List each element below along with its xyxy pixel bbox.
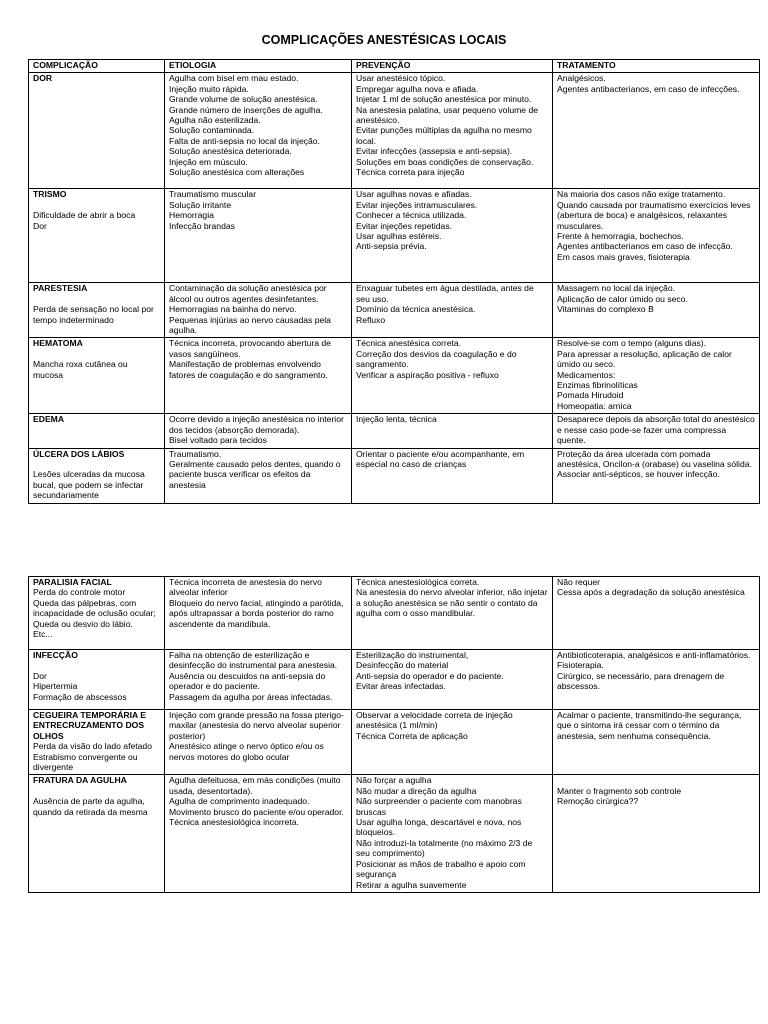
prevencao-line: Técnica correta para injeção — [356, 167, 465, 178]
complication-description — [33, 660, 160, 670]
complication-description: Queda das pálpebras, com incapacidade de oclusão ocular; — [33, 597, 156, 619]
cell-complicacao — [29, 577, 165, 650]
cell-complicacao — [29, 448, 165, 503]
tratamento-line: Frente à hemorragia, bochechos. — [557, 231, 684, 242]
tratamento-line: Em casos mais graves, fisioterapia — [557, 251, 690, 262]
cell-complicacao — [29, 650, 165, 710]
cell-tratamento — [553, 577, 760, 650]
cell-complicacao — [29, 189, 165, 283]
complication-description: Dor — [33, 670, 47, 681]
tratamento-line: Analgésicos. — [557, 73, 606, 84]
tratamento-line: Desaparece depois da absorção total do anestésico e nesse caso pode-se fazer uma compressa quente. — [557, 414, 755, 446]
cell-prevencao — [352, 414, 553, 448]
complication-description — [33, 786, 160, 796]
cell-complicacao — [29, 73, 165, 189]
cell-etiologia — [165, 448, 352, 503]
tratamento-line: Cessa após a degradação da solução anestésica — [557, 587, 745, 598]
etiologia-line: Movimento brusco do paciente e/ou operador. — [169, 806, 344, 817]
prevencao-line: Usar anestésico tópico. — [356, 73, 446, 84]
etiologia-line: Contaminação da solução anestésica por álcool ou outros agentes desinfetantes. — [169, 283, 327, 304]
complication-description: Queda ou desvio do lábio. — [33, 618, 133, 629]
etiologia-line: Hemorragias na bainha do nervo. — [169, 304, 297, 315]
etiologia-line: Hemorragia — [169, 210, 214, 221]
header-tratamento: TRATAMENTO — [553, 60, 760, 73]
prevencao-line: Não forçar a agulha — [356, 775, 432, 786]
complication-name: EDEMA — [33, 414, 65, 425]
cell-tratamento — [553, 338, 760, 414]
cell-tratamento — [553, 283, 760, 338]
prevencao-line: Evitar injeções intramusculares. — [356, 199, 478, 210]
cell-complicacao — [29, 414, 165, 448]
etiologia-line: Agulha com bisel em mau estado. — [169, 73, 299, 84]
prevencao-line: Usar agulhas estéreis. — [356, 231, 442, 242]
tratamento-line: Acalmar o paciente, transmitindo-lhe segurança, que o sintoma irá cessar com o término da anestesia, sem nenhuma consequência. — [557, 710, 742, 741]
prevencao-line: Injetar 1 ml de solução anestésica por minuto. — [356, 94, 532, 105]
cell-complicacao — [29, 775, 165, 892]
prevencao-line: Correção dos desvios da coagulação e do sangramento. — [356, 348, 517, 370]
prevencao-line: Não introduzi-la totalmente (no máximo 2/3 de seu comprimento) — [356, 837, 533, 859]
cell-prevencao — [352, 338, 553, 414]
table-row — [29, 414, 760, 448]
cell-tratamento — [553, 448, 760, 503]
tratamento-line: Agentes antibacterianos, em caso de infecções. — [557, 83, 740, 94]
prevencao-line: Orientar o paciente e/ou acompanhante, em especial no caso de crianças — [356, 448, 525, 469]
etiologia-line: Solução contaminada. — [169, 125, 255, 136]
complication-name: ÚLCERA DOS LÁBIOS — [33, 448, 125, 459]
tratamento-line: Massagem no local da injeção. — [557, 283, 675, 294]
tratamento-line: Cirúrgico, se necessário, para drenagem de abscessos. — [557, 670, 725, 692]
table-header-row — [29, 60, 760, 73]
etiologia-line: Solução irritante — [169, 199, 232, 210]
cell-tratamento — [553, 189, 760, 283]
complication-description: Ausência de parte da agulha, quando da retirada da mesma — [33, 796, 148, 817]
cell-prevencao — [352, 577, 553, 650]
cell-complicacao — [29, 710, 165, 775]
tratamento-line — [557, 775, 755, 785]
prevencao-line: Retirar a agulha suavemente — [356, 879, 467, 890]
tratamento-line: Pomada Hirudoid — [557, 390, 624, 401]
prevencao-line: Na anestesia palatina, usar pequeno volume de anestésico. — [356, 104, 539, 126]
cell-complicacao — [29, 338, 165, 414]
tratamento-line: Não requer — [557, 577, 600, 587]
etiologia-line: Anestésico atinge o nervo óptico e/ou os nervos motores do globo ocular — [169, 741, 324, 762]
prevencao-line: Empregar agulha nova e afiada. — [356, 83, 479, 94]
etiologia-line: Agulha não esterilizada. — [169, 115, 261, 126]
etiologia-line: Solução anestésica com alterações — [169, 167, 305, 178]
tratamento-line: Homeopatia: arnica — [557, 400, 632, 411]
prevencao-line: Enxaguar tubetes em água destilada, antes de seu uso. — [356, 283, 534, 304]
table-2-body — [29, 577, 760, 893]
prevencao-line: Evitar punções múltiplas da agulha no mesmo local. — [356, 125, 532, 146]
page-title: COMPLICAÇÕES ANESTÉSICAS LOCAIS — [261, 33, 507, 47]
prevencao-line: Injeção lenta, técnica — [356, 414, 437, 425]
prevencao-line: Conhecer a técnica utilizada. — [356, 210, 467, 221]
etiologia-line: Técnica anestesiológica incorreta. — [169, 817, 299, 828]
etiologia-line: Infecção brandas — [169, 220, 235, 231]
cell-etiologia — [165, 189, 352, 283]
prevencao-line: Técnica Correta de aplicação — [356, 730, 468, 741]
prevencao-line: Evitar áreas infectadas. — [356, 681, 446, 692]
table-row — [29, 189, 760, 283]
cell-etiologia — [165, 73, 352, 189]
etiologia-line: Geralmente causado pelos dentes, quando o paciente busca verificar os efeitos da anestesia — [169, 458, 341, 490]
etiologia-line: Técnica incorreta de anestesia do nervo alveolar inferior — [169, 577, 322, 598]
table-1-body — [29, 73, 760, 503]
etiologia-line: Traumatismo. — [169, 448, 222, 459]
etiologia-line: Agulha defeituosa, em más condições (muito usada, desentortada). — [169, 775, 341, 796]
cell-etiologia — [165, 775, 352, 892]
tratamento-line: Resolve-se com o tempo (alguns dias). — [557, 338, 707, 349]
complication-description: Perda de sensação no local por tempo indeterminado — [33, 304, 154, 325]
complication-description: Lesões ulceradas da mucosa bucal, que podem se infectar secundariamente — [33, 469, 145, 501]
table-row — [29, 710, 760, 775]
cell-prevencao — [352, 283, 553, 338]
complications-table-2 — [28, 576, 760, 893]
prevencao-line: Anti-sepsia do operador e do paciente. — [356, 670, 504, 681]
complication-name: FRATURA DA AGULHA — [33, 775, 127, 786]
prevencao-line: Anti-sepsia prévia. — [356, 241, 427, 252]
complication-description: Dor — [33, 220, 47, 231]
etiologia-line: Pequenas injúrias ao nervo causadas pela agulha. — [169, 314, 331, 336]
prevencao-line: Evitar infecções (assepsia e anti-sepsia). — [356, 146, 513, 157]
etiologia-line: Ausência ou descuidos na anti-sepsia do operador e do paciente. — [169, 670, 326, 692]
etiologia-line: Bisel voltado para tecidos — [169, 435, 267, 446]
cell-prevencao — [352, 189, 553, 283]
complication-description: Perda da visão do lado afetado — [33, 741, 152, 752]
etiologia-line: Falta de anti-sepsia no local da injeção. — [169, 135, 320, 146]
cell-tratamento — [553, 650, 760, 710]
complication-description: Mancha roxa cutânea ou mucosa — [33, 359, 128, 380]
complication-name: INFECÇÃO — [33, 650, 78, 660]
etiologia-line: Manifestação de problemas envolvendo fatores de coagulação e do sangramento. — [169, 359, 328, 380]
header-prevencao: PREVENÇÃO — [352, 60, 553, 73]
prevencao-line: Desinfecção do material — [356, 660, 449, 671]
tratamento-line: Na maioria dos casos não exige tratamento. — [557, 189, 726, 200]
prevencao-line: Posicionar as mãos de trabalho e apoio com segurança — [356, 858, 526, 880]
complication-description: Dificuldade de abrir a boca — [33, 210, 136, 221]
cell-prevencao — [352, 448, 553, 503]
etiologia-line: Grande número de inserções de agulha. — [169, 104, 323, 115]
table-row — [29, 577, 760, 650]
etiologia-line: Falha na obtenção de esterilização e desinfecção do instrumental para anestesia. — [169, 650, 338, 671]
complication-name: CEGUEIRA TEMPORÁRIA E ENTRECRUZAMENTO DOS OLHOS — [33, 710, 146, 741]
table-row — [29, 73, 760, 189]
cell-etiologia — [165, 577, 352, 650]
etiologia-line: Ocorre devido a injeção anestésica no interior dos tecidos (absorção demorada). — [169, 414, 344, 435]
cell-tratamento — [553, 710, 760, 775]
etiologia-line: Grande volume de solução anestésica. — [169, 94, 318, 105]
cell-prevencao — [352, 775, 553, 892]
prevencao-line: Usar agulhas novas e afiadas. — [356, 189, 472, 200]
cell-etiologia — [165, 283, 352, 338]
etiologia-line: Bloqueio do nervo facial, atingindo a parótida, após ultrapassar a borda posterior do ramo ascendente da mandíbula. — [169, 597, 344, 629]
prevencao-line: Observar a velocidade correta de injeção anestésica (1 ml/min) — [356, 710, 513, 731]
cell-tratamento — [553, 414, 760, 448]
header-etiologia: ETIOLOGIA — [165, 60, 352, 73]
cell-complicacao — [29, 283, 165, 338]
complication-description: Perda do controle motor — [33, 587, 126, 598]
tratamento-line: Quando causada por traumatismo exercícios leves (abertura de boca) e analgésicos, relaxantes musculares. — [557, 199, 751, 231]
etiologia-line: Traumatismo muscular — [169, 189, 257, 200]
table-row — [29, 283, 760, 338]
complication-name: PARALISIA FACIAL — [33, 577, 112, 587]
tratamento-line: Para apressar a resolução, aplicação de calor úmido ou seco. — [557, 348, 732, 370]
prevencao-line: Técnica anestesiológica correta. — [356, 577, 480, 587]
prevencao-line: Não surpreender o paciente com manobras bruscas — [356, 796, 522, 817]
tratamento-line: Antibioticoterapia, analgésicos e anti-inflamatórios. — [557, 650, 751, 660]
complication-name: HEMATOMA — [33, 338, 83, 349]
prevencao-line: Soluções em boas condições de conservação. — [356, 156, 534, 167]
complication-description: Estrabismo convergente ou divergente — [33, 751, 138, 773]
complication-description: Formação de abscessos — [33, 691, 127, 702]
table-row — [29, 775, 760, 892]
prevencao-line: Refluxo — [356, 314, 386, 325]
tratamento-line: Manter o fragmento sob controle — [557, 785, 682, 796]
prevencao-line: Verificar a aspiração positiva - refluxo — [356, 369, 499, 380]
prevencao-line: Na anestesia do nervo alveolar inferior, não injetar a solução anestésica se não sentir o contato da agulha com o osso mandibular. — [356, 587, 548, 619]
prevencao-line: Técnica anestésica correta. — [356, 338, 462, 349]
cell-etiologia — [165, 338, 352, 414]
table-row — [29, 650, 760, 710]
tratamento-line: Aplicação de calor úmido ou seco. — [557, 293, 688, 304]
complications-table-1 — [28, 59, 760, 504]
table-row — [29, 338, 760, 414]
complication-name: DOR — [33, 73, 53, 84]
etiologia-line: Agulha de comprimento inadequado. — [169, 796, 310, 807]
cell-prevencao — [352, 650, 553, 710]
complication-description: Etc... — [33, 629, 53, 640]
table-row — [29, 448, 760, 503]
etiologia-line: Solução anestésica deteriorada. — [169, 146, 292, 157]
prevencao-line: Esterilização do instrumental, — [356, 650, 469, 660]
complication-name: TRISMO — [33, 189, 67, 200]
cell-tratamento — [553, 775, 760, 892]
cell-etiologia — [165, 414, 352, 448]
prevencao-line: Não mudar a direção da agulha — [356, 785, 477, 796]
cell-prevencao — [352, 710, 553, 775]
prevencao-line: Evitar injeções repetidas. — [356, 220, 453, 231]
cell-etiologia — [165, 710, 352, 775]
cell-etiologia — [165, 650, 352, 710]
tratamento-line: Agentes antibacterianos em caso de infecção. — [557, 241, 733, 252]
etiologia-line: Passagem da agulha por áreas infectadas. — [169, 691, 333, 702]
cell-prevencao — [352, 73, 553, 189]
tratamento-line: Fisioterapia. — [557, 660, 604, 671]
tratamento-line: Medicamentos: — [557, 369, 616, 380]
etiologia-line: Injeção em músculo. — [169, 156, 248, 167]
tratamento-line: Remoção cirúrgica?? — [557, 796, 639, 807]
prevencao-line: Usar agulha longa, descartável e nova, nos bloqueios. — [356, 817, 522, 838]
etiologia-line: Injeção muito rápida. — [169, 83, 249, 94]
tratamento-line: Enzimas fibrinolíticas — [557, 380, 638, 391]
cell-tratamento — [553, 73, 760, 189]
etiologia-line: Injeção com grande pressão na fossa pterigo-maxilar (anestesia do nervo alveolar superior posterior) — [169, 710, 344, 741]
header-complicacao: COMPLICAÇÃO — [29, 60, 165, 73]
tratamento-line: Proteção da área ulcerada com pomada anestésica, Oncilon-a (orabase) ou vaselina sólida. — [557, 448, 752, 469]
complication-description: Hipertermia — [33, 681, 78, 692]
prevencao-line: Domínio da técnica anestésica. — [356, 304, 476, 315]
tratamento-line: Vitaminas do complexo B — [557, 304, 654, 315]
complication-name: PARESTESIA — [33, 283, 88, 294]
etiologia-line: Técnica incorreta, provocando abertura de vasos sangüíneos. — [169, 338, 331, 359]
tratamento-line: Associar anti-sépticos, se houver infecção. — [557, 469, 720, 480]
